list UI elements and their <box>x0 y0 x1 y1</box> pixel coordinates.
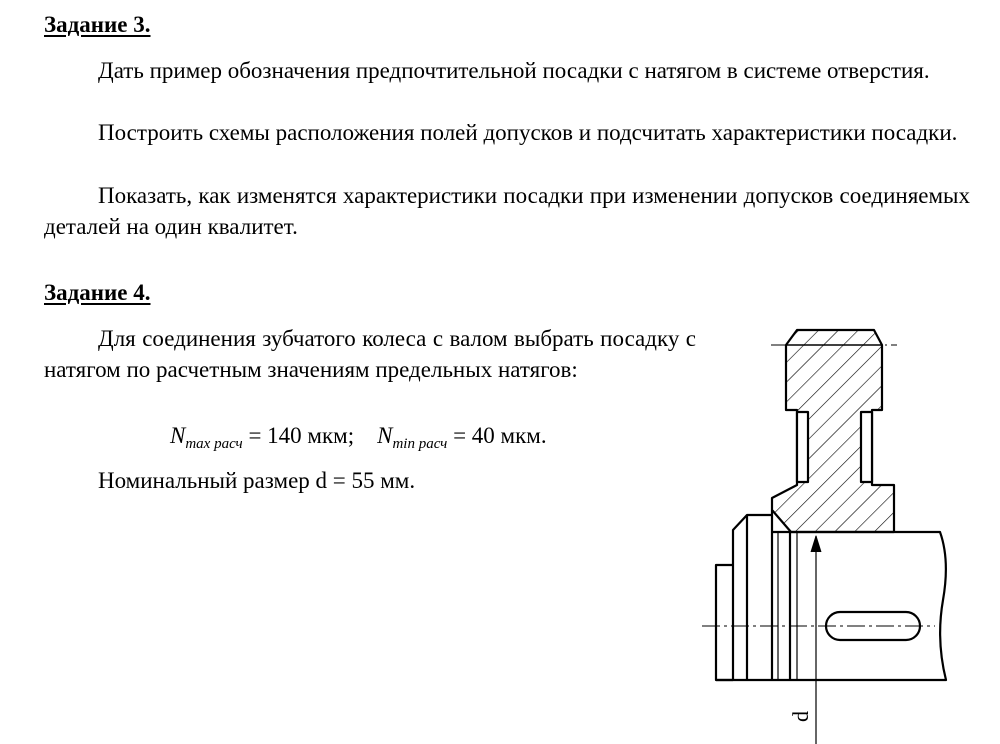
task3-paragraph-1: Дать пример обозначения предпочтительной посадки с натягом в системе отверстия. <box>98 58 930 83</box>
n-min-value: = 40 мкм. <box>447 423 547 448</box>
task3-title: Задание 3. <box>44 12 151 37</box>
n-max-symbol: N <box>170 423 186 448</box>
diameter-label: d <box>788 711 813 722</box>
task3-paragraph-2: Построить схемы расположения полей допусков и подсчитать характеристики посадки. <box>98 120 958 145</box>
n-max-subscript: max расч <box>185 436 243 452</box>
nominal-size: Номинальный размер d = 55 мм. <box>98 468 416 493</box>
task4-paragraph: Для соединения зубчатого колеса с валом выбрать посадку с натягом по расчетным значениям предельных натягов: <box>44 326 696 382</box>
interference-formula <box>170 423 547 453</box>
n-max-value: = 140 мкм; <box>242 423 355 448</box>
gear-section <box>772 330 894 532</box>
shaft <box>772 532 946 680</box>
n-min-subscript: min расч <box>392 436 448 452</box>
n-min-symbol: N <box>377 423 393 448</box>
task4-title: Задание 4. <box>44 280 151 305</box>
gear-shaft-drawing <box>700 318 1000 744</box>
shaft-collar <box>733 510 772 680</box>
task3-paragraph-3: Показать, как изменятся характеристики посадки при изменении допусков соединяемых деталей на один квалитет. <box>44 183 970 239</box>
